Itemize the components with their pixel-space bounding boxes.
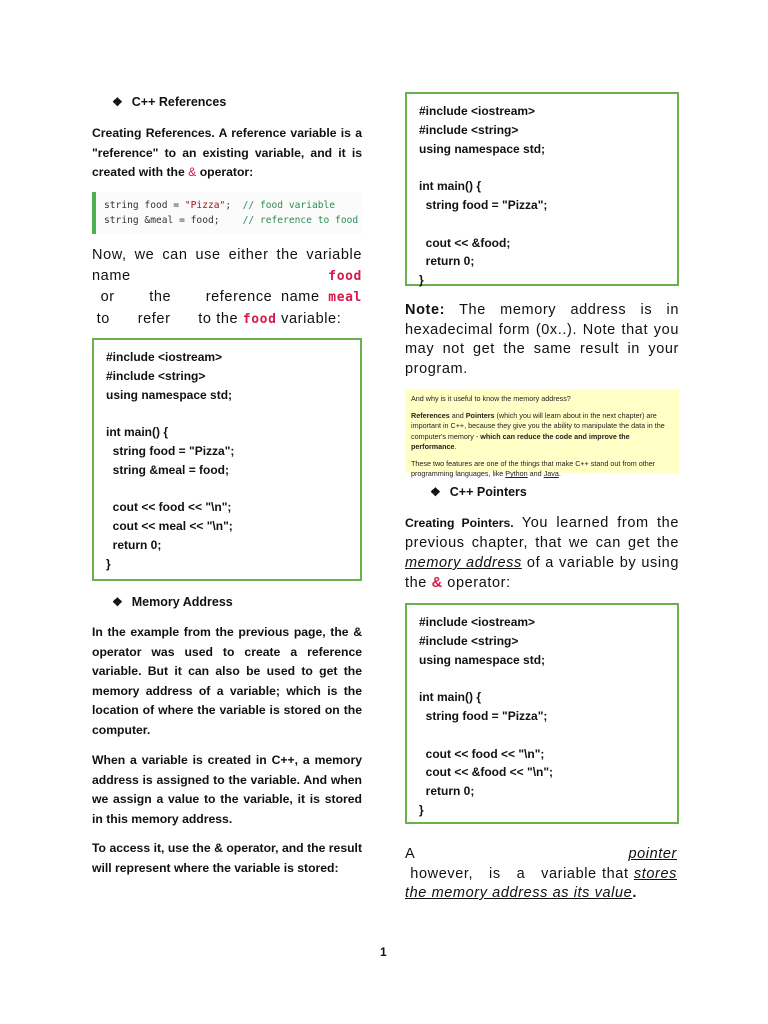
code-line: #include <string> [419, 633, 519, 648]
code-line [106, 404, 348, 423]
code-line: #include <iostream> [419, 104, 536, 118]
python-link[interactable]: Python [505, 469, 528, 478]
java-link[interactable]: Java [543, 469, 559, 478]
memory-paragraph-1: In the example from the previous page, the & operator was used to create a reference variable. But it can also be used to get the memory address of a variable; which is the location of where the variable is stored on the computer. [92, 625, 362, 737]
note-label: Note: [405, 302, 446, 318]
pointer-definition: A pointer however, is a variable that stores the memory address as its value. [405, 846, 677, 901]
code-line: #include <string> [419, 122, 519, 137]
memory-paragraph-3: To access it, use the & operator, and the result will represent where the variable is stored: [92, 841, 362, 875]
code-line: string food = "Pizza"; [419, 708, 548, 723]
code-line [419, 215, 665, 234]
tip-question: And why is it useful to know the memory address? [411, 394, 571, 403]
code-line [419, 158, 665, 177]
memory-paragraph-2: When a variable is created in C++, a memory address is assigned to the variable. And when we assign a value to the variable, it is stored in this memory address. [92, 753, 362, 826]
code-line: using namespace std; [106, 387, 233, 402]
code-line: return 0; [419, 254, 475, 269]
code-line: string &meal = food; [106, 462, 230, 477]
code-line: int main() { [419, 179, 481, 194]
code-line: } [419, 273, 424, 288]
snippet-line: string food = "Pizza"; // food variable [104, 200, 336, 211]
code-block-reference [92, 338, 362, 581]
diamond-bullet-icon: ❖ [112, 95, 123, 109]
code-line: #include <iostream> [419, 615, 536, 629]
snippet-line: string &meal = food; // reference to food [104, 215, 359, 226]
code-line: return 0; [419, 784, 475, 799]
section-heading-memory-address: ❖ Memory Address [112, 595, 233, 609]
code-line: cout << meal << "\n"; [106, 519, 233, 534]
code-line [106, 480, 348, 499]
code-line: #include <iostream> [106, 350, 223, 364]
code-block-address [405, 92, 679, 286]
code-block-pointer [405, 603, 679, 824]
diamond-bullet-icon: ❖ [112, 595, 123, 609]
code-line: cout << &food << "\n"; [419, 765, 554, 780]
section-heading-pointers: ❖ C++ Pointers [430, 485, 527, 499]
code-line: using namespace std; [419, 141, 546, 156]
code-line: using namespace std; [419, 652, 546, 667]
code-line: string food = "Pizza"; [106, 443, 235, 458]
reference-code-snippet [92, 192, 362, 234]
code-line: #include <string> [106, 368, 206, 383]
note-paragraph: Note: The memory address is in hexadecimal form (0x..). Note that you may not get the same result in your program. [405, 302, 679, 377]
code-line: int main() { [106, 425, 168, 440]
section-heading-references: ❖ C++ References [112, 95, 227, 109]
code-line: int main() { [419, 690, 481, 705]
page-number: 1 [380, 945, 387, 959]
code-line: cout << food << "\n"; [106, 500, 232, 515]
pointers-paragraph: Creating Pointers. You learned from the previous chapter, that we can get the memory address of a variable by using the & operator: [405, 515, 679, 591]
references-intro: Creating References. A reference variable is a "reference" to an existing variable, and it is created with the & operator: [92, 126, 362, 179]
code-line: } [106, 556, 111, 571]
code-line [419, 669, 665, 688]
code-line: string food = "Pizza"; [419, 197, 548, 212]
tip-box [405, 389, 679, 478]
diamond-bullet-icon: ❖ [430, 485, 441, 499]
code-line: } [419, 802, 424, 817]
code-line [419, 726, 665, 745]
tip-body-2: These two features are one of the things that make C++ stand out from other programming languages, like Python and Java. [411, 458, 656, 478]
tip-body: References and Pointers (which you will learn about in the next chapter) are important in C++, because they give you the ability to manipulate the data in the computer's memory - which can reduce the code and improve the performance. [411, 410, 665, 451]
code-line: cout << &food; [419, 235, 511, 250]
now-paragraph: Now, we can use either the variable name food or the reference name meal to refer to the food variable: [92, 247, 362, 327]
code-line: return 0; [106, 537, 162, 552]
code-line: cout << food << "\n"; [419, 746, 545, 761]
